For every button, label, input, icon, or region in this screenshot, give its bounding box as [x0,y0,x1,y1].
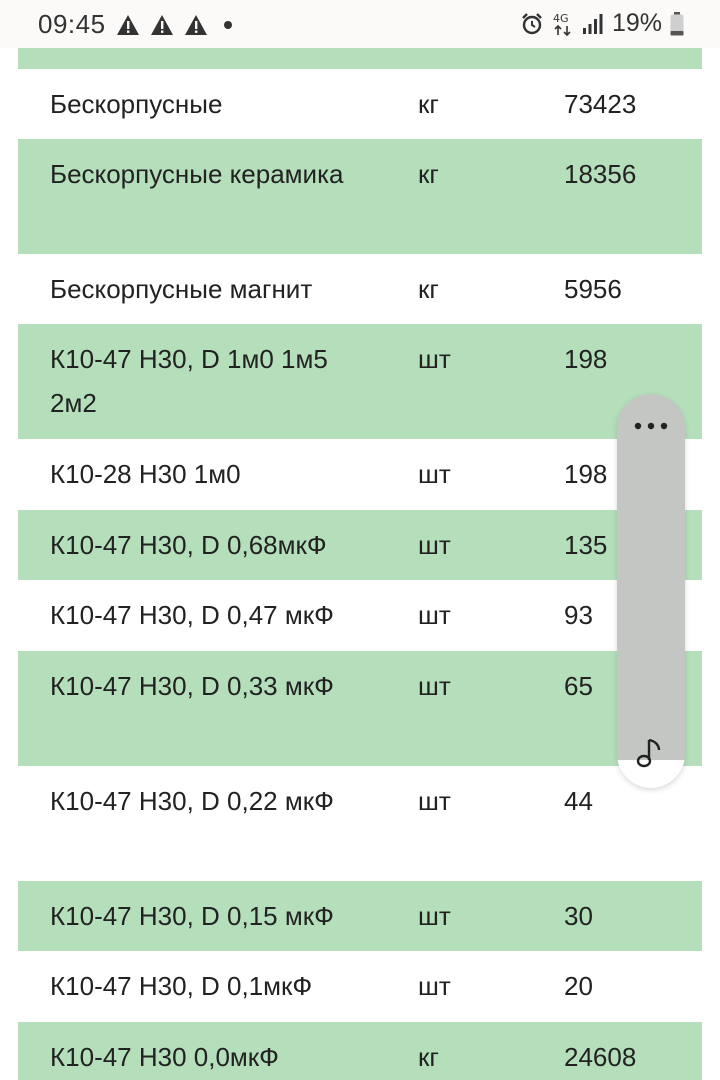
cell-name: К10-47 Н30, D 0,15 мкФ [50,901,334,931]
cell-name: К10-47 Н30, D 0,22 мкФ [50,786,334,816]
cell-unit: кг [418,89,439,119]
signal-icon [582,13,604,35]
cell-unit: шт [418,786,451,816]
data-table [18,69,702,1080]
more-icon[interactable] [631,416,671,436]
table-row [18,766,702,881]
cell-qty: 93 [564,600,593,630]
table-row [18,254,702,324]
battery-icon [670,12,684,36]
alarm-icon [520,12,544,36]
cell-qty: 73423 [564,89,637,119]
cell-name: К10-47 Н30, D 1м0 1м5 2м2 [50,344,328,418]
table-row [18,510,702,580]
cell-unit: кг [418,159,439,189]
cell-qty: 18356 [564,159,637,189]
cell-unit: шт [418,971,451,1001]
cell-qty: 44 [564,786,593,816]
cell-unit: шт [418,459,451,489]
table-row [18,1022,702,1080]
cell-unit: шт [418,344,451,374]
cell-qty: 24608 [564,1042,637,1072]
cell-qty: 20 [564,971,593,1001]
music-note-icon[interactable] [635,736,667,770]
cell-name: К10-47 Н30, D 0,1мкФ [50,971,313,1001]
cell-qty: 65 [564,671,593,701]
cell-qty: 198 [564,459,608,489]
table-row [18,69,702,139]
network-label: 4G [552,11,569,25]
cell-unit: кг [418,1042,439,1072]
cell-unit: шт [418,530,451,560]
table-row [18,651,702,766]
table-row [18,139,702,254]
table-row [18,881,702,951]
floating-side-panel[interactable] [617,394,685,788]
status-right [520,9,684,38]
cell-qty: 5956 [564,274,622,304]
notification-dot-icon [224,21,232,29]
table-row [18,439,702,510]
table-row [18,324,702,439]
cell-name: К10-28 Н30 1м0 [50,459,241,489]
status-bar [0,0,720,48]
warning-icon [184,14,208,36]
battery-percent: 19% [611,9,662,37]
cell-qty: 198 [564,344,608,374]
warning-icon [116,14,140,36]
cell-unit: шт [418,671,451,701]
cell-name: Бескорпусные магнит [50,274,313,304]
network-4g-icon [552,11,574,37]
cell-name: К10-47 Н30, D 0,47 мкФ [50,600,334,630]
cell-qty: 30 [564,901,593,931]
status-time: 09:45 [38,9,106,39]
table-row [18,951,702,1022]
cell-name: Бескорпусные [50,89,223,119]
cell-name: К10-47 Н30 0,0мкФ [50,1042,279,1072]
table-row [18,580,702,651]
cell-name: Бескорпусные керамика [50,159,344,189]
cell-unit: шт [418,600,451,630]
cell-name: К10-47 Н30, D 0,33 мкФ [50,671,334,701]
status-left [38,9,232,40]
cell-name: К10-47 Н30, D 0,68мкФ [50,530,327,560]
cell-unit: кг [418,274,439,304]
cell-qty: 135 [564,530,608,560]
warning-icon [150,14,174,36]
cell-unit: шт [418,901,451,931]
